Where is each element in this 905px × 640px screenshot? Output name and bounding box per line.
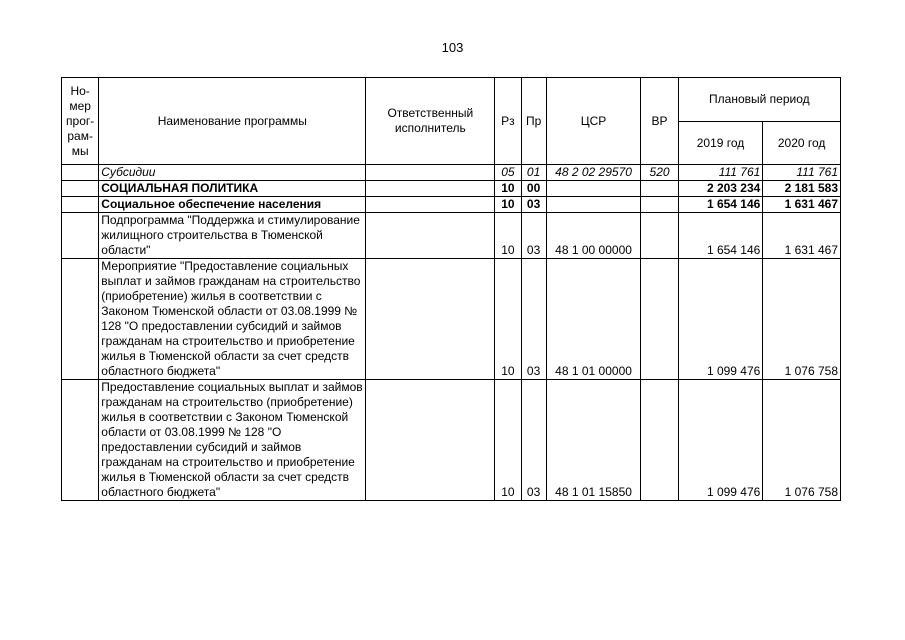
cell-year-2019: 2 203 234 [678, 181, 763, 197]
cell-vr [641, 197, 678, 213]
cell-program-number [62, 380, 99, 501]
cell-program-name: Субсидии [99, 165, 366, 181]
cell-program-name: Предоставление социальных выплат и займов гражданам на строительство (приобретение) жилья в соответствии с Законом Тюменской области от 03.08.1999 № 128 "О предоставлении субсидий и займов гражданам на строительство и приобретение жилья в Тюменской области за счет средств областного бюджета" [99, 380, 366, 501]
header-rz: Рз [495, 78, 521, 165]
cell-year-2019: 1 654 146 [678, 197, 763, 213]
cell-year-2020: 111 761 [763, 165, 841, 181]
cell-vr: 520 [641, 165, 678, 181]
cell-pr: 01 [521, 165, 546, 181]
table-row [62, 181, 841, 197]
header-pr: Пр [521, 78, 546, 165]
cell-csr [546, 197, 641, 213]
cell-program-name: Мероприятие "Предоставление социальных выплат и займов гражданам на строительство (приобретение) жилья в соответствии с Законом Тюменской области от 03.08.1999 № 128 "О предоставлении субсидий и займов гражданам на строительство и приобретение жилья в Тюменской области за счет средств областного бюджета" [99, 259, 366, 380]
cell-year-2020: 1 631 467 [763, 197, 841, 213]
header-planned-period: Плановый период [678, 78, 840, 122]
cell-program-number [62, 165, 99, 181]
cell-rz: 10 [495, 197, 521, 213]
cell-year-2019: 1 654 146 [678, 213, 763, 259]
cell-executor [366, 259, 495, 380]
header-vr: ВР [641, 78, 678, 165]
table-row [62, 213, 841, 259]
cell-csr: 48 2 02 29570 [546, 165, 641, 181]
header-csr: ЦСР [546, 78, 641, 165]
cell-year-2020: 1 076 758 [763, 259, 841, 380]
cell-pr: 03 [521, 213, 546, 259]
cell-pr: 03 [521, 197, 546, 213]
cell-pr: 03 [521, 259, 546, 380]
cell-year-2020: 2 181 583 [763, 181, 841, 197]
cell-year-2020: 1 076 758 [763, 380, 841, 501]
cell-program-number [62, 213, 99, 259]
cell-executor [366, 213, 495, 259]
table-row [62, 259, 841, 380]
table-row [62, 380, 841, 501]
table-row [62, 165, 841, 181]
cell-year-2019: 1 099 476 [678, 259, 763, 380]
cell-csr [546, 181, 641, 197]
cell-executor [366, 380, 495, 501]
header-year-2019: 2019 год [678, 122, 763, 165]
cell-executor [366, 165, 495, 181]
header-program-name: Наименование программы [99, 78, 366, 165]
header-program-number: Но- мер прог- рам- мы [62, 78, 99, 165]
cell-rz: 10 [495, 213, 521, 259]
cell-program-number [62, 181, 99, 197]
page-number: 103 [441, 40, 464, 55]
cell-program-name: Подпрограмма "Поддержка и стимулирование жилищного строительства в Тюменской области" [99, 213, 366, 259]
cell-year-2019: 1 099 476 [678, 380, 763, 501]
cell-program-name: СОЦИАЛЬНАЯ ПОЛИТИКА [99, 181, 366, 197]
cell-executor [366, 197, 495, 213]
budget-table [61, 77, 841, 501]
header-year-2020: 2020 год [763, 122, 841, 165]
cell-csr: 48 1 01 00000 [546, 259, 641, 380]
table-row [62, 197, 841, 213]
header-executor: Ответственный исполнитель [366, 78, 495, 165]
cell-vr [641, 181, 678, 197]
cell-program-name: Социальное обеспечение населения [99, 197, 366, 213]
cell-pr: 03 [521, 380, 546, 501]
cell-rz: 10 [495, 181, 521, 197]
cell-rz: 05 [495, 165, 521, 181]
cell-program-number [62, 259, 99, 380]
cell-pr: 00 [521, 181, 546, 197]
cell-csr: 48 1 00 00000 [546, 213, 641, 259]
cell-year-2019: 111 761 [678, 165, 763, 181]
cell-vr [641, 380, 678, 501]
cell-vr [641, 213, 678, 259]
cell-vr [641, 259, 678, 380]
cell-program-number [62, 197, 99, 213]
cell-rz: 10 [495, 259, 521, 380]
cell-executor [366, 181, 495, 197]
cell-year-2020: 1 631 467 [763, 213, 841, 259]
cell-rz: 10 [495, 380, 521, 501]
cell-csr: 48 1 01 15850 [546, 380, 641, 501]
